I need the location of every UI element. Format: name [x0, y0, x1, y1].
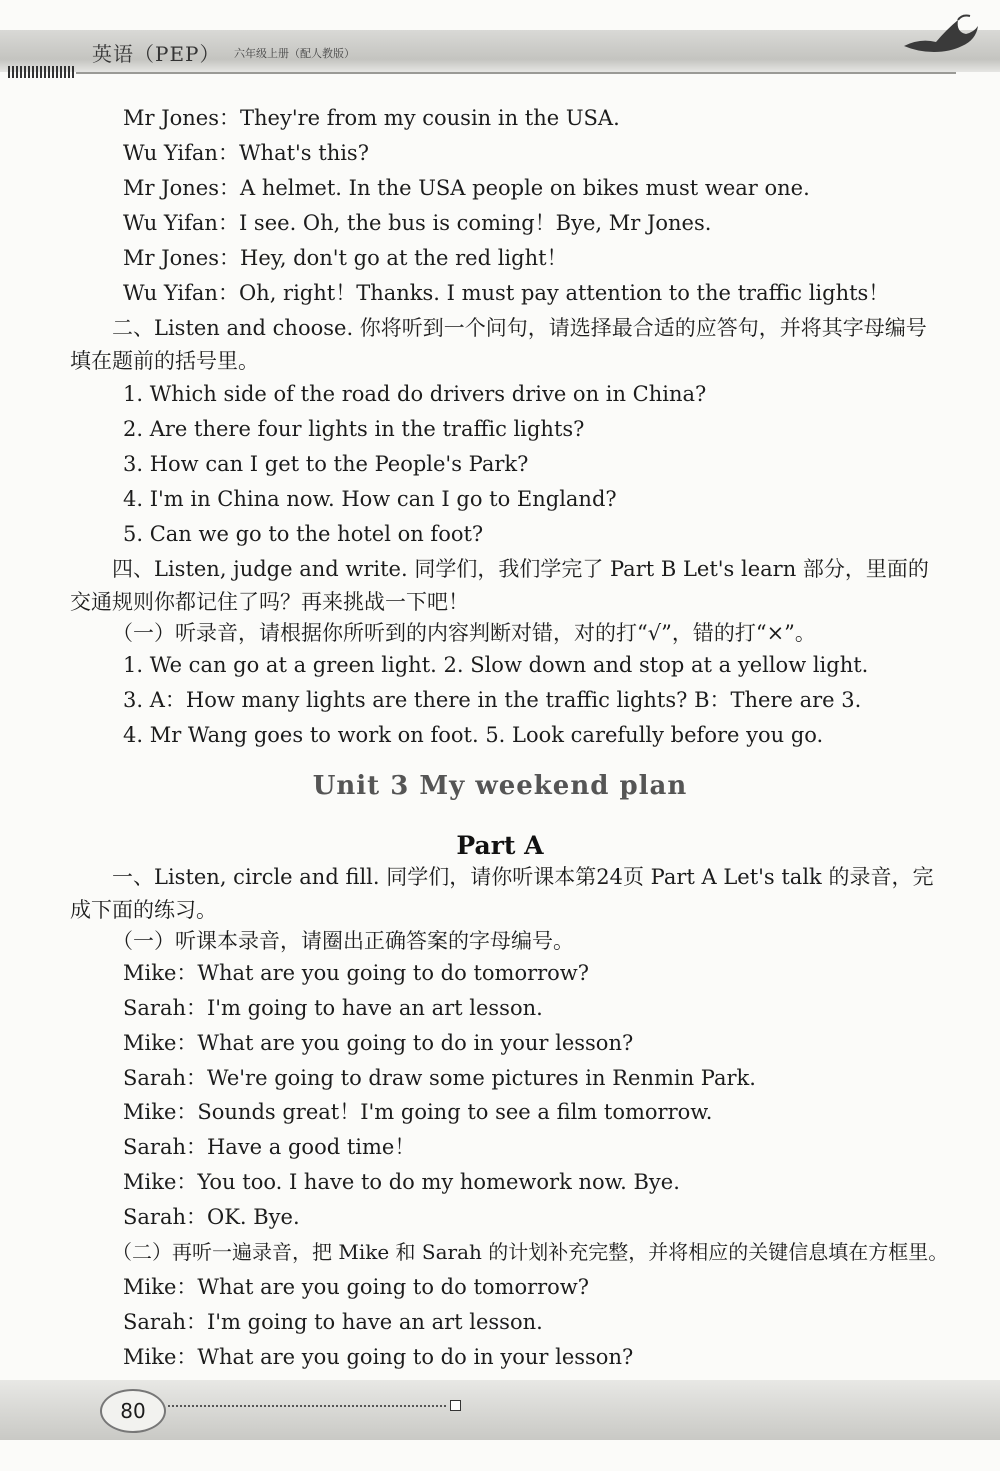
dialogue-line: Sarah：Have a good time！ [123, 1135, 416, 1159]
dialogue-line: Sarah：OK. Bye. [123, 1205, 300, 1229]
section-heading: 一、Listen, circle and fill. 同学们，请你听课本第24页 Part A Let's talk 的录音，完 [112, 865, 934, 889]
question-item: 3. How can I get to the People's Park? [123, 452, 529, 476]
dialogue-line: Sarah：I'm going to have an art lesson. [123, 1310, 543, 1334]
dialogue-line: Mr Jones：Hey, don't go at the red light！ [123, 246, 568, 270]
dialogue-line: Mike：Sounds great！I'm going to see a film tomorrow. [123, 1100, 713, 1124]
page-number: 80 [100, 1389, 166, 1433]
book-title: 英语（PEP） [92, 42, 221, 66]
square-icon [450, 1400, 461, 1411]
dialogue-line: Mr Jones：They're from my cousin in the USA. [123, 106, 620, 130]
dialogue-line: Mike：What are you going to do in your lesson? [123, 1345, 634, 1369]
dialogue-line: Mike：You too. I have to do my homework now. Bye. [123, 1170, 680, 1194]
sub-instruction: （一）听课本录音，请圈出正确答案的字母编号。 [112, 929, 574, 953]
section-heading: 二、Listen and choose. 你将听到一个问句，请选择最合适的应答句，并将其字母编号 [112, 316, 927, 340]
dialogue-line: Sarah：We're going to draw some pictures in Renmin Park. [123, 1066, 756, 1090]
question-item: 1. Which side of the road do drivers drive on in China? [123, 382, 707, 406]
section-heading-continued: 交通规则你都记住了吗？再来挑战一下吧！ [70, 590, 469, 614]
section-heading-continued: 成下面的练习。 [70, 898, 217, 922]
dialogue-line: Wu Yifan：Oh, right！Thanks. I must pay attention to the traffic lights！ [123, 281, 890, 305]
book-subtitle: 六年级上册（配人教版） [234, 47, 355, 60]
sub-instruction: （二）再听一遍录音，把 Mike 和 Sarah 的计划补充完整，并将相应的关键信息填在方框里。 [112, 1240, 949, 1264]
dialogue-line: Mike：What are you going to do in your lesson? [123, 1031, 634, 1055]
dialogue-line: Wu Yifan：What's this? [123, 141, 369, 165]
question-item: 5. Can we go to the hotel on foot? [123, 522, 484, 546]
question-item: 4. I'm in China now. How can I go to England? [123, 487, 617, 511]
dialogue-line: Mr Jones：A helmet. In the USA people on bikes must wear one. [123, 176, 810, 200]
bird-icon [900, 12, 980, 60]
question-item: 2. Are there four lights in the traffic lights? [123, 417, 585, 441]
sub-instruction: （一）听录音，请根据你所听到的内容判断对错，对的打“√”，错的打“×”。 [112, 621, 816, 645]
dialogue-line: Sarah：I'm going to have an art lesson. [123, 996, 543, 1020]
header-barcode-decoration [8, 66, 74, 78]
part-title: Part A [456, 831, 544, 860]
statement-item: 1. We can go at a green light. 2. Slow down and stop at a yellow light. [123, 653, 869, 677]
statement-item: 4. Mr Wang goes to work on foot. 5. Look carefully before you go. [123, 723, 824, 747]
unit-title: Unit 3 My weekend plan [312, 771, 688, 801]
statement-item: 3. A：How many lights are there in the traffic lights? B：There are 3. [123, 688, 862, 712]
page-header [0, 0, 1000, 90]
section-heading-continued: 填在题前的括号里。 [70, 349, 259, 373]
section-heading: 四、Listen, judge and write. 同学们，我们学完了 Part B Let's learn 部分，里面的 [112, 557, 929, 581]
dialogue-line: Wu Yifan：I see. Oh, the bus is coming！Bye, Mr Jones. [123, 211, 712, 235]
dialogue-line: Mike：What are you going to do tomorrow? [123, 961, 590, 985]
header-rule [76, 72, 956, 74]
footer-dotted-line [168, 1405, 446, 1407]
dialogue-line: Mike：What are you going to do tomorrow? [123, 1275, 590, 1299]
